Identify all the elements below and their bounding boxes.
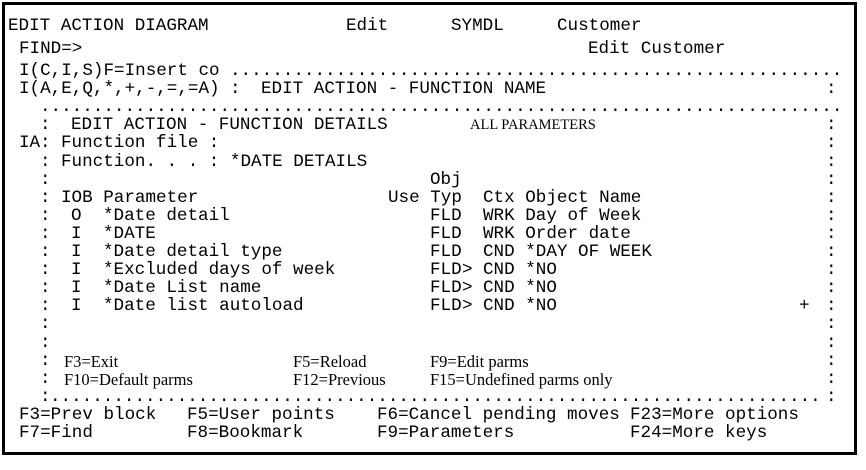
screen-fkeys-row-2	[0, 424, 866, 443]
parameter-name[interactable]: *Date List name	[103, 278, 262, 298]
parameter-name[interactable]: *Date detail type	[103, 242, 283, 262]
fkey-f5-reload[interactable]: F5=Reload	[293, 352, 367, 371]
typ-value: FLD	[430, 224, 462, 244]
model-name: SYMDL	[451, 16, 504, 36]
window-blank-row	[0, 315, 866, 334]
fkey-f7-find[interactable]: F7=Find	[19, 423, 93, 443]
details-window-right-border: :	[826, 351, 837, 371]
action-options-hint: I(A,E,Q,*,+,-,=,=A)	[19, 79, 220, 99]
all-parameters-label: ALL PARAMETERS	[470, 117, 596, 133]
details-window-right-border: :	[826, 314, 837, 334]
typ-value: FLD	[430, 206, 462, 226]
details-window-left-border: :	[40, 369, 51, 389]
ctx-object-value[interactable]: CND *DAY OF WEEK	[483, 242, 652, 262]
iob-value[interactable]: I	[71, 242, 82, 262]
window-blank-row	[0, 334, 866, 353]
fkey-f24-more-keys[interactable]: F24=More keys	[630, 423, 768, 443]
screen-header-row	[0, 17, 866, 36]
details-window-left-border: :	[40, 296, 51, 316]
details-window-left-border: :	[40, 115, 51, 135]
fkey-f5-user-points[interactable]: F5=User points	[187, 405, 335, 425]
ctx-object-value[interactable]: CND *NO	[483, 278, 557, 298]
details-window-bottom-right-corner: :	[826, 387, 837, 407]
column-header-obj: Obj	[430, 170, 462, 190]
ctx-object-value[interactable]: WRK Day of Week	[483, 206, 642, 226]
parameter-name[interactable]: *Date list autoload	[103, 296, 304, 316]
details-window-right-border: :	[826, 369, 837, 389]
find-row	[0, 40, 866, 59]
details-window-left-border: :	[40, 278, 51, 298]
parameter-name[interactable]: *Date detail	[103, 206, 230, 226]
details-window-right-border: :	[826, 133, 837, 153]
column-header-iob-parameter: IOB Parameter	[61, 188, 199, 208]
typ-value: FLD	[430, 278, 462, 298]
fkey-f10-default-parms[interactable]: F10=Default parms	[64, 370, 193, 389]
details-window-left-border: :	[40, 314, 51, 334]
name-window-right-border: :	[826, 79, 837, 99]
iob-value[interactable]: I	[71, 296, 82, 316]
details-window-title: EDIT ACTION - FUNCTION DETAILS	[71, 115, 388, 135]
details-window-top-border: ............................................................................	[40, 97, 843, 117]
details-window-bottom-border: .........................................................................	[50, 387, 821, 407]
details-window-left-border: :	[40, 170, 51, 190]
details-window-left-border: :	[40, 152, 51, 172]
details-window-right-border: :	[826, 188, 837, 208]
ctx-object-value[interactable]: WRK Order date	[483, 224, 631, 244]
details-window-left-border: :	[40, 351, 51, 371]
fkey-f3-prev-block[interactable]: F3=Prev block	[19, 405, 157, 425]
details-window-bottom-left-corner: :	[40, 387, 51, 407]
iob-value[interactable]: O	[71, 206, 82, 226]
details-window-right-border: :	[826, 278, 837, 298]
fkey-f8-bookmark[interactable]: F8=Bookmark	[187, 423, 304, 443]
details-window-left-border: :	[40, 260, 51, 280]
iob-value[interactable]: I	[71, 224, 82, 244]
details-window-left-border: :	[40, 224, 51, 244]
details-window-right-border: :	[826, 170, 837, 190]
name-window-left-border: :	[230, 79, 241, 99]
insert-options-hint: I(C,I,S)F=Insert co	[19, 61, 220, 81]
fkey-f12-previous[interactable]: F12=Previous	[293, 370, 386, 389]
details-window-right-border: :	[826, 152, 837, 172]
fkey-f23-more-options[interactable]: F23=More options	[630, 405, 799, 425]
iob-value[interactable]: I	[71, 260, 82, 280]
details-window-right-border: :	[826, 206, 837, 226]
context-object-name: Customer	[557, 16, 642, 36]
screen-title: EDIT ACTION DIAGRAM	[8, 16, 209, 36]
mode-indicator: Edit	[346, 16, 389, 36]
details-window-right-border: :	[826, 333, 837, 353]
more-indicator: +	[799, 296, 810, 316]
ctx-object-value[interactable]: CND *NO	[483, 296, 557, 316]
typ-value: FLD	[430, 260, 462, 280]
parameter-name[interactable]: *Excluded days of week	[103, 260, 336, 280]
details-window-left-border: :	[40, 133, 51, 153]
passed-indicator: >	[462, 260, 473, 280]
parameter-name[interactable]: *DATE	[103, 224, 156, 244]
iob-value[interactable]: I	[71, 278, 82, 298]
fkey-f3-exit[interactable]: F3=Exit	[64, 352, 119, 371]
screen-subtitle: Edit Customer	[588, 39, 726, 59]
details-window-right-border: :	[826, 260, 837, 280]
passed-indicator: >	[462, 278, 473, 298]
details-window-left-border: :	[40, 188, 51, 208]
function-file-row	[0, 134, 866, 153]
name-window-top-border: ..........................................................	[230, 61, 843, 81]
details-window-left-border: :	[40, 206, 51, 226]
function-name-field[interactable]: Function. . . : *DATE DETAILS	[61, 152, 368, 172]
name-window-title: EDIT ACTION - FUNCTION NAME	[261, 79, 547, 99]
typ-value: FLD	[430, 296, 462, 316]
fkey-f9-parameters[interactable]: F9=Parameters	[377, 423, 515, 443]
column-header-ctx-object-name: Ctx Object Name	[483, 188, 642, 208]
function-file-label[interactable]: Function file :	[61, 133, 220, 153]
details-window-right-border: :	[826, 242, 837, 262]
details-window-right-border: :	[826, 115, 837, 135]
column-header-use-typ: Use Typ	[388, 188, 462, 208]
passed-indicator: >	[462, 296, 473, 316]
details-window-left-border: :	[40, 333, 51, 353]
fkey-f6-cancel-pending-moves[interactable]: F6=Cancel pending moves	[377, 405, 620, 425]
window-fkeys-row-1	[0, 352, 866, 371]
find-prompt[interactable]: FIND=>	[19, 39, 83, 59]
typ-value: FLD	[430, 242, 462, 262]
details-window-right-border: :	[826, 224, 837, 244]
fkey-f15-undefined-parms-only[interactable]: F15=Undefined parms only	[430, 370, 613, 389]
details-window-right-border: :	[826, 296, 837, 316]
fkey-f9-edit-parms[interactable]: F9=Edit parms	[430, 352, 529, 371]
ctx-object-value[interactable]: CND *NO	[483, 260, 557, 280]
parameter-row	[0, 297, 866, 316]
details-window-left-border: :	[40, 242, 51, 262]
action-code: IA	[19, 133, 41, 153]
